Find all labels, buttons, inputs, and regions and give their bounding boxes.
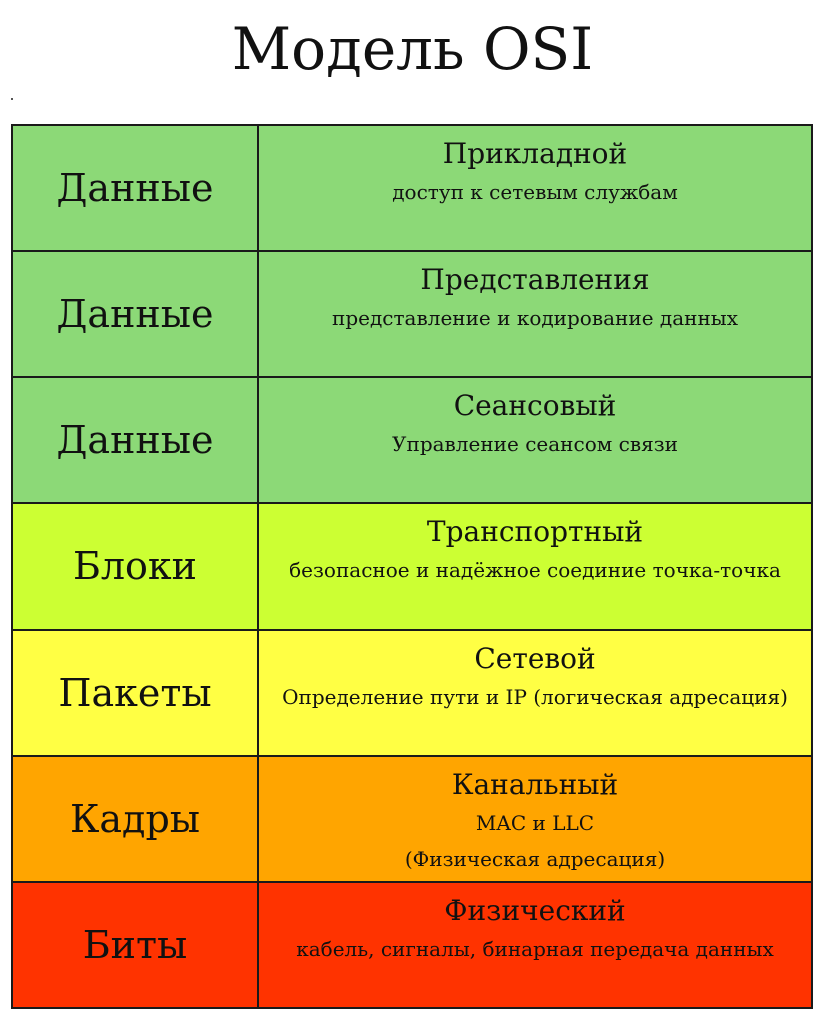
layer-cell	[259, 378, 811, 502]
layer-name: Транспортный	[426, 515, 644, 549]
stray-dot	[11, 98, 13, 100]
layer-description: кабель, сигналы, бинарная передача данных	[296, 936, 774, 961]
data-unit-cell: Данные	[13, 126, 259, 250]
layer-name: Прикладной	[442, 137, 628, 170]
osi-row-session	[13, 378, 811, 504]
layer-name: Сетевой	[474, 641, 596, 675]
layer-cell	[259, 757, 811, 881]
data-unit-cell: Пакеты	[13, 631, 259, 755]
layer-cell	[259, 252, 811, 376]
osi-row-physical	[13, 883, 811, 1007]
layer-description: (Физическая адресация)	[404, 846, 666, 871]
data-unit-cell: Данные	[13, 252, 259, 376]
data-unit-cell: Блоки	[13, 504, 259, 628]
data-unit-cell: Биты	[13, 883, 259, 1007]
layer-name: Канальный	[451, 767, 619, 801]
page-title: Модель OSI	[231, 15, 594, 83]
layer-description: представление и кодирование данных	[332, 306, 738, 331]
osi-row-network	[13, 631, 811, 757]
layer-description: Определение пути и IP (логическая адресация)	[282, 684, 788, 709]
layer-cell	[259, 631, 811, 755]
data-unit-cell: Кадры	[13, 757, 259, 881]
osi-row-datalink	[13, 757, 811, 883]
layer-cell	[259, 504, 811, 628]
osi-row-presentation	[13, 252, 811, 378]
layer-description: Управление сеансом связи	[392, 432, 678, 457]
data-unit-cell: Данные	[13, 378, 259, 502]
layer-name: Физический	[444, 893, 626, 927]
layer-description: безопасное и надёжное соединие точка-точка	[289, 558, 781, 583]
layer-description: MAC и LLC	[475, 810, 595, 835]
layer-description: доступ к сетевым службам	[392, 180, 678, 204]
layer-cell	[259, 883, 811, 1007]
layer-cell	[259, 126, 811, 250]
osi-row-transport	[13, 504, 811, 630]
osi-table	[11, 124, 813, 1009]
layer-name: Сеансовый	[453, 389, 617, 423]
osi-row-application	[13, 126, 811, 252]
layer-name: Представления	[420, 263, 650, 297]
